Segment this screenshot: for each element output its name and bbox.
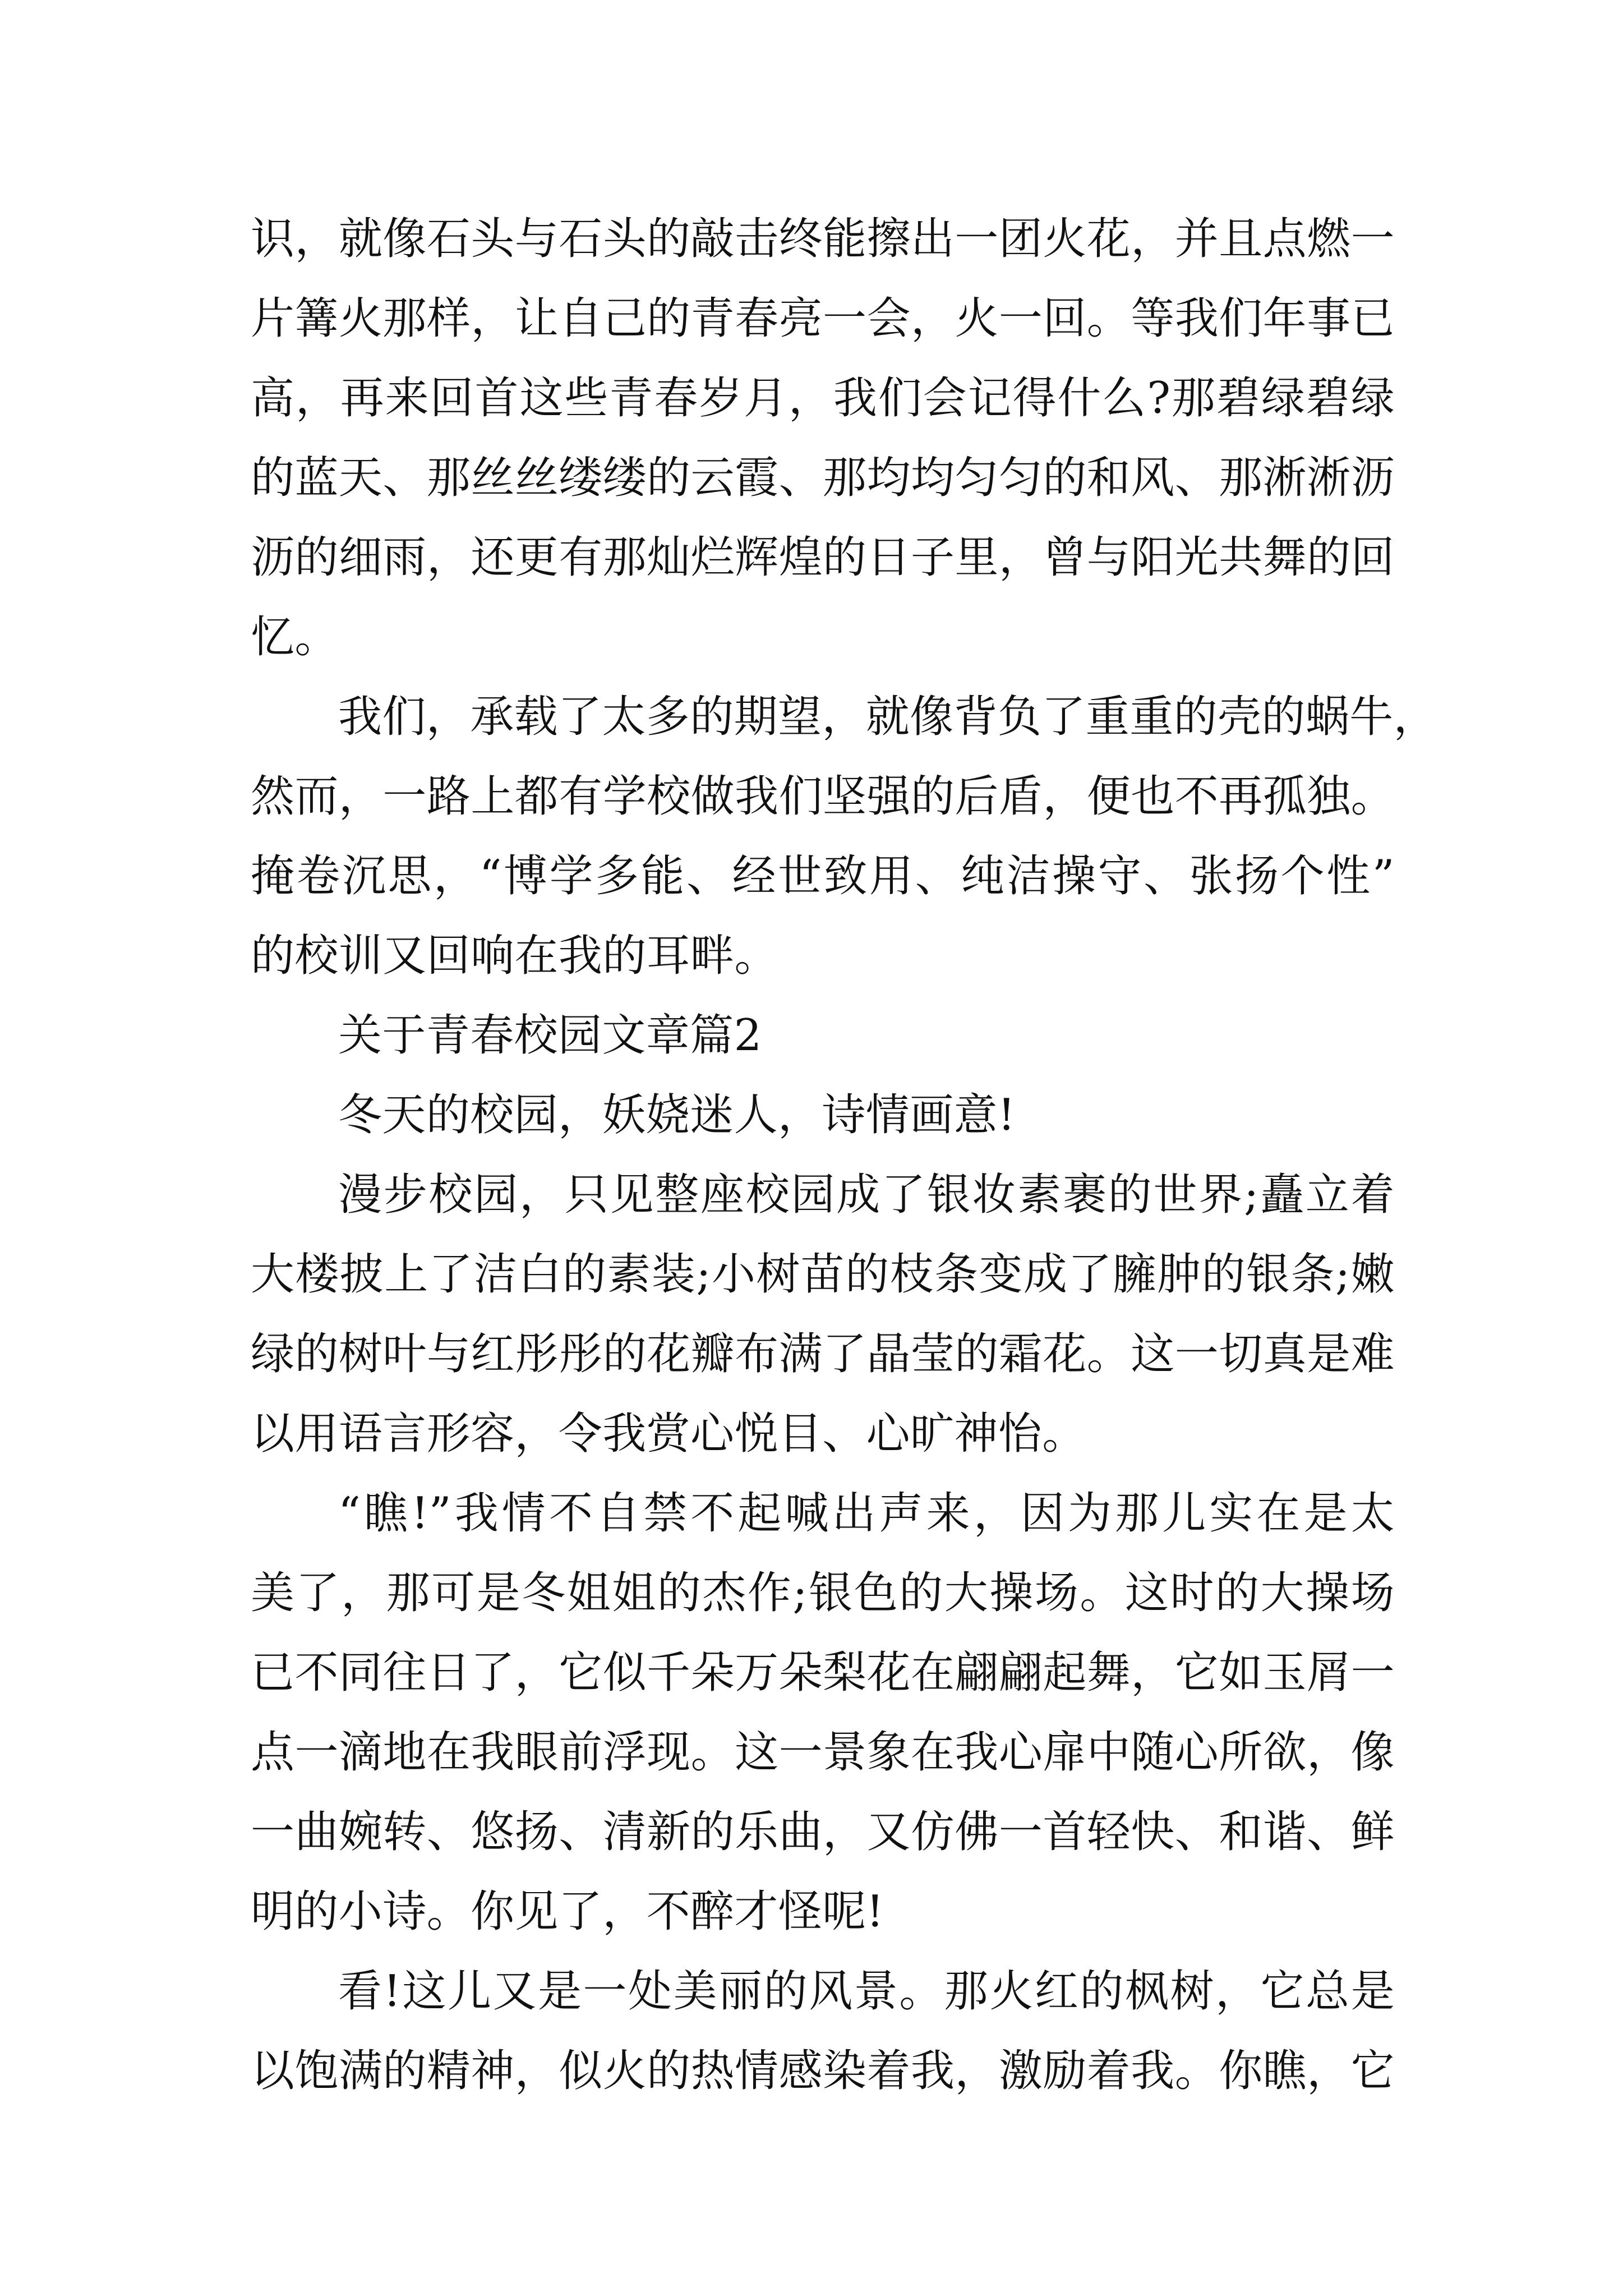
- text-line: 高，再来回首这些青春岁月，我们会记得什么?那碧绿碧绿: [251, 373, 1395, 424]
- text-line: 以用语言形容，令我赏心悦目、心旷神怡。: [251, 1409, 1086, 1459]
- text-line: 明的小诗。你见了，不醉才怪呢!: [251, 1887, 884, 1937]
- paragraph: [251, 1952, 1395, 2111]
- text-line: 冬天的校园，妖娆迷人，诗情画意!: [338, 1090, 1016, 1140]
- text-line: 漫步校园，只见整座校园成了银妆素裹的世界;矗立着: [338, 1170, 1395, 1220]
- text-line: 片篝火那样，让自己的青春亮一会，火一回。等我们年事已: [251, 293, 1395, 344]
- paragraph: [251, 1155, 1395, 1474]
- text-line: 大楼披上了洁白的素装;小树苗的枝条变成了臃肿的银条;嫩: [251, 1249, 1395, 1300]
- text-line: 沥的细雨，还更有那灿烂辉煌的日子里，曾与阳光共舞的回: [251, 532, 1395, 583]
- text-line: 掩卷沉思，“博学多能、经世致用、纯洁操守、张扬个性”: [251, 851, 1395, 901]
- paragraph: [251, 1474, 1395, 1952]
- text-line: 看!这儿又是一处美丽的风景。那火红的枫树，它总是: [338, 1966, 1395, 2017]
- text-line: 我们，承载了太多的期望，就像背负了重重的壳的蜗牛，: [338, 692, 1438, 742]
- text-line: 绿的树叶与红彤彤的花瓣布满了晶莹的霜花。这一切真是难: [251, 1329, 1395, 1379]
- text-line: 的蓝天、那丝丝缕缕的云霞、那均均匀匀的和风、那淅淅沥: [251, 453, 1395, 503]
- text-line: “瞧!”我情不自禁不起喊出声来，因为那儿实在是太: [338, 1488, 1395, 1539]
- heading-line: 关于青春校园文章篇2: [338, 1010, 762, 1061]
- document-body: [251, 199, 1438, 2111]
- text-line: 的校训又回响在我的耳畔。: [251, 931, 778, 981]
- section-heading: [251, 996, 1395, 1075]
- text-line: 然而，一路上都有学校做我们坚强的后盾，便也不再孤独。: [251, 771, 1395, 822]
- text-line: 忆。: [251, 612, 339, 662]
- text-line: 识，就像石头与石头的敲击终能擦出一团火花，并且点燃一: [251, 214, 1395, 264]
- text-line: 一曲婉转、悠扬、清新的乐曲，又仿佛一首轻快、和谐、鲜: [251, 1807, 1395, 1857]
- text-line: 美了，那可是冬姐姐的杰作;银色的大操场。这时的大操场: [251, 1568, 1395, 1618]
- paragraph: [251, 677, 1438, 996]
- paragraph-continuation: [251, 199, 1395, 677]
- text-line: 已不同往日了，它似千朵万朵梨花在翩翩起舞，它如玉屑一: [251, 1648, 1395, 1698]
- text-line: 点一滴地在我眼前浮现。这一景象在我心扉中随心所欲，像: [251, 1727, 1395, 1778]
- paragraph: [251, 1075, 1395, 1155]
- text-line: 以饱满的精神，似火的热情感染着我，激励着我。你瞧，它: [251, 2046, 1395, 2096]
